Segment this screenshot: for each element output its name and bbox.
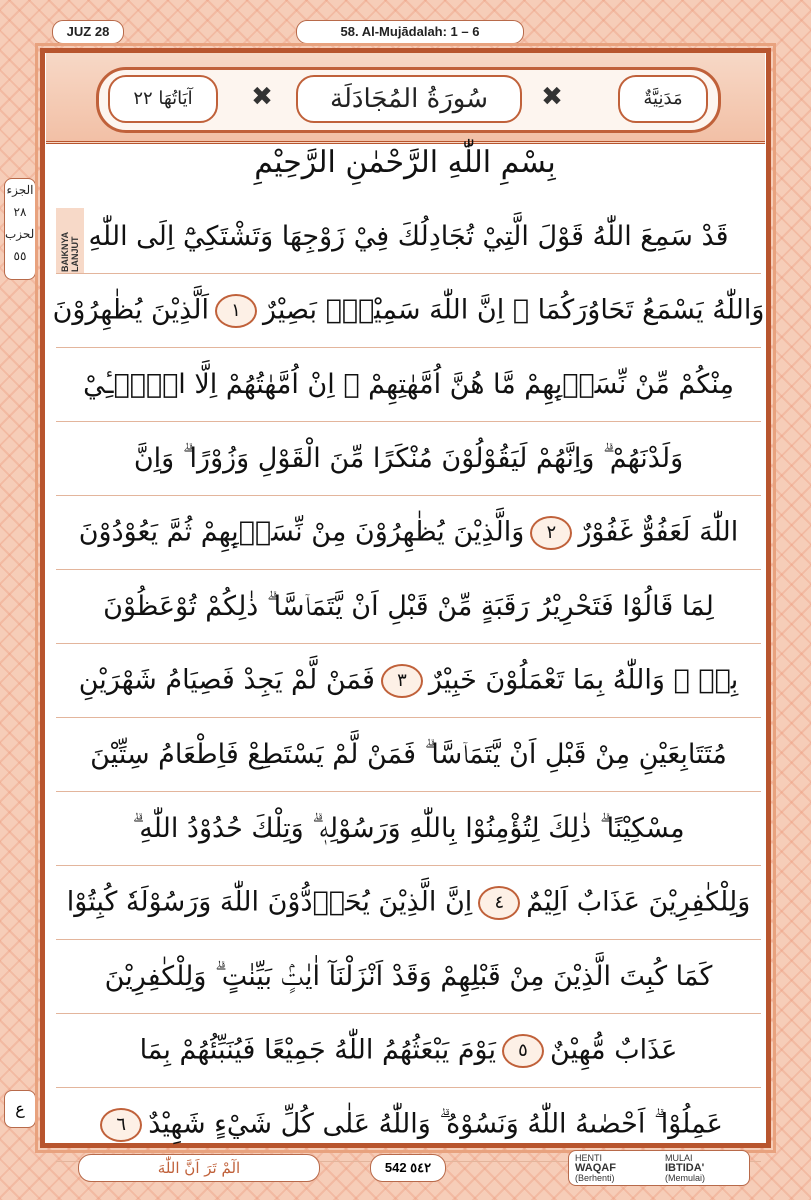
- verse-line: [56, 1014, 761, 1088]
- waqaf-mark: BAIKNYA LANJUT: [56, 208, 84, 273]
- legend-henti: HENTI: [575, 1153, 602, 1163]
- juz-hizb-marker: [4, 178, 36, 280]
- verse-segment: قَدْ سَمِعَ اللّٰهُ قَوْلَ الَّتِيْ تُجَادِلُكَ فِيْ زَوْجِهَا وَتَشْتَكِيْٓ اِلَى اللّٰهِ: [88, 221, 729, 252]
- verse-line: [56, 200, 761, 274]
- verse-line: [56, 570, 761, 644]
- verse-text: [132, 813, 684, 845]
- verse-text: [88, 221, 728, 252]
- verse-text: [94, 1108, 723, 1142]
- verse-segment: فَمَنْ لَّمْ يَجِدْ فَصِيَامُ شَهْرَيْنِ: [78, 664, 375, 695]
- verse-text: [103, 591, 714, 623]
- legend-berhenti: (Berhenti): [575, 1173, 615, 1183]
- page-number: 542 ٥٤٢: [370, 1154, 446, 1182]
- verse-line: [52, 274, 765, 348]
- verse-line: [56, 644, 761, 718]
- verse-line: [56, 718, 761, 792]
- ayah-number-marker: ٤: [478, 886, 520, 920]
- verse-segment: بِهٖ ۗ وَاللّٰهُ بِمَا تَعْمَلُوْنَ خَبِيْرٌ: [428, 664, 739, 695]
- verse-text: [134, 443, 683, 475]
- ornament-icon: ✖: [541, 82, 563, 112]
- verse-text: [90, 739, 727, 771]
- ornament-icon: ✖: [251, 82, 273, 112]
- verse-segment: وَلِلْكٰفِرِيْنَ عَذَابٌ اَلِيْمٌ: [526, 886, 751, 917]
- verse-lines: [52, 200, 765, 1162]
- verse-segment: مُتَتَابِعَيْنِ مِنْ قَبْلِ اَنْ يَّتَمَاۤسَّا ۗ فَمَنْ لَّمْ يَسْتَطِعْ فَاِطْعَامُ سِتِّيْنَ: [90, 738, 727, 770]
- ayah-number-marker: ٥: [502, 1034, 544, 1068]
- footer: [0, 1150, 811, 1190]
- verse-text: [67, 886, 751, 920]
- verse-count: آيَاتُهَا ٢٢: [108, 75, 218, 123]
- legend-mulai: MULAI: [665, 1153, 693, 1163]
- juz-label: JUZ 28: [52, 20, 124, 44]
- next-page-catchword: الٓمْ تَرَ اَنَّ اللّٰهَ: [78, 1154, 320, 1182]
- bismillah: بِسْمِ اللّٰهِ الرَّحْمٰنِ الرَّحِيْمِ: [254, 145, 556, 180]
- verse-segment: كَمَا كُبِتَ الَّذِيْنَ مِنْ قَبْلِهِمْ وَقَدْ اَنْزَلْنَآ اٰيٰتٍۢ بَيِّنٰتٍ ۗ وَلِلْكٰفِرِيْنَ: [104, 960, 713, 992]
- verse-segment: مِنْكُمْ مِّنْ نِّسَاۤىِٕهِمْ مَّا هُنَّ اُمَّهٰتِهِمْ ۗ اِنْ اُمَّهٰتُهُمْ اِلَّا الّٰۤـِٔيْ: [83, 369, 734, 400]
- verse-line: [56, 496, 761, 570]
- legend-ibtida: IBTIDA': [665, 1162, 705, 1174]
- legend-start: [665, 1153, 745, 1183]
- verse-segment: مِسْكِيْنًا ۗ ذٰلِكَ لِتُؤْمِنُوْا بِاللّٰهِ وَرَسُوْلِهٖ ۗ وَتِلْكَ حُدُوْدُ اللّٰهِ ۗ: [132, 812, 685, 844]
- verse-text: [140, 1034, 678, 1068]
- verse-segment: وَالَّذِيْنَ يُظٰهِرُوْنَ مِنْ نِّسَاۤىِٕهِمْ ثُمَّ يَعُوْدُوْنَ: [78, 516, 525, 547]
- surah-reference: 58. Al-Mujādalah: 1 – 6: [296, 20, 524, 44]
- top-bar: [0, 18, 811, 46]
- verse-segment: لِمَا قَالُوْا فَتَحْرِيْرُ رَقَبَةٍ مِّنْ قَبْلِ اَنْ يَّتَمَاۤسَّا ۗ ذٰلِكُمْ تُوْعَظُوْنَ: [103, 590, 714, 622]
- verse-line: [56, 866, 761, 940]
- verse-text: [83, 369, 734, 400]
- verse-segment: عَمِلُوْا ۗ اَحْصٰىهُ اللّٰهُ وَنَسُوْهُ ۗ وَاللّٰهُ عَلٰى كُلِّ شَيْءٍ شَهِيْدٌ: [148, 1108, 723, 1139]
- verse-text: [53, 294, 765, 328]
- verse-text: [79, 516, 739, 550]
- verse-segment: وَاللّٰهُ يَسْمَعُ تَحَاوُرَكُمَا ۗ اِنَّ اللّٰهَ سَمِيْعٌۢ بَصِيْرٌ: [263, 294, 765, 325]
- verse-line: [56, 422, 761, 496]
- legend-memulai: (Memulai): [665, 1173, 706, 1183]
- ruku-marker: ع: [4, 1090, 36, 1128]
- ayah-number-marker: ٣: [381, 664, 423, 698]
- verse-text: [105, 961, 713, 993]
- legend-waqaf: WAQAF: [575, 1162, 616, 1174]
- verse-segment: عَذَابٌ مُّهِيْنٌ: [550, 1034, 678, 1065]
- surah-title: سُورَةُ المُجَادَلَة: [296, 75, 522, 123]
- verse-segment: يَوْمَ يَبْعَثُهُمُ اللّٰهُ جَمِيْعًا فَيُنَبِّئُهُمْ بِمَا: [139, 1034, 497, 1065]
- hizb-number: الحزب ٥٥: [5, 227, 38, 263]
- waqaf-legend: [568, 1150, 750, 1186]
- verse-line: [56, 940, 761, 1014]
- verse-line: [56, 792, 761, 866]
- juz-number: الجزء ٢٨: [6, 183, 34, 219]
- verse-line: [56, 348, 761, 422]
- verse-segment: اِنَّ الَّذِيْنَ يُحَاۤدُّوْنَ اللّٰهَ وَرَسُوْلَهٗ كُبِتُوْا: [66, 886, 473, 917]
- surah-header: [46, 53, 765, 144]
- ayah-number-marker: ٦: [100, 1108, 142, 1142]
- ayah-number-marker: ١: [215, 294, 257, 328]
- legend-stop: [575, 1153, 655, 1183]
- ayah-number-marker: ٢: [530, 516, 572, 550]
- verse-segment: اَلَّذِيْنَ يُظٰهِرُوْنَ: [52, 294, 210, 325]
- revelation-place: مَدَنِيَّةٌ: [618, 75, 708, 123]
- verse-segment: وَلَدْنَهُمْ ۗ وَاِنَّهُمْ لَيَقُوْلُوْنَ مُنْكَرًا مِّنَ الْقَوْلِ وَزُوْرًا ۗ وَاِنَّ: [133, 442, 684, 474]
- verse-text: [79, 664, 738, 698]
- verse-segment: اللّٰهَ لَعَفُوٌّ غَفُوْرٌ: [578, 516, 739, 547]
